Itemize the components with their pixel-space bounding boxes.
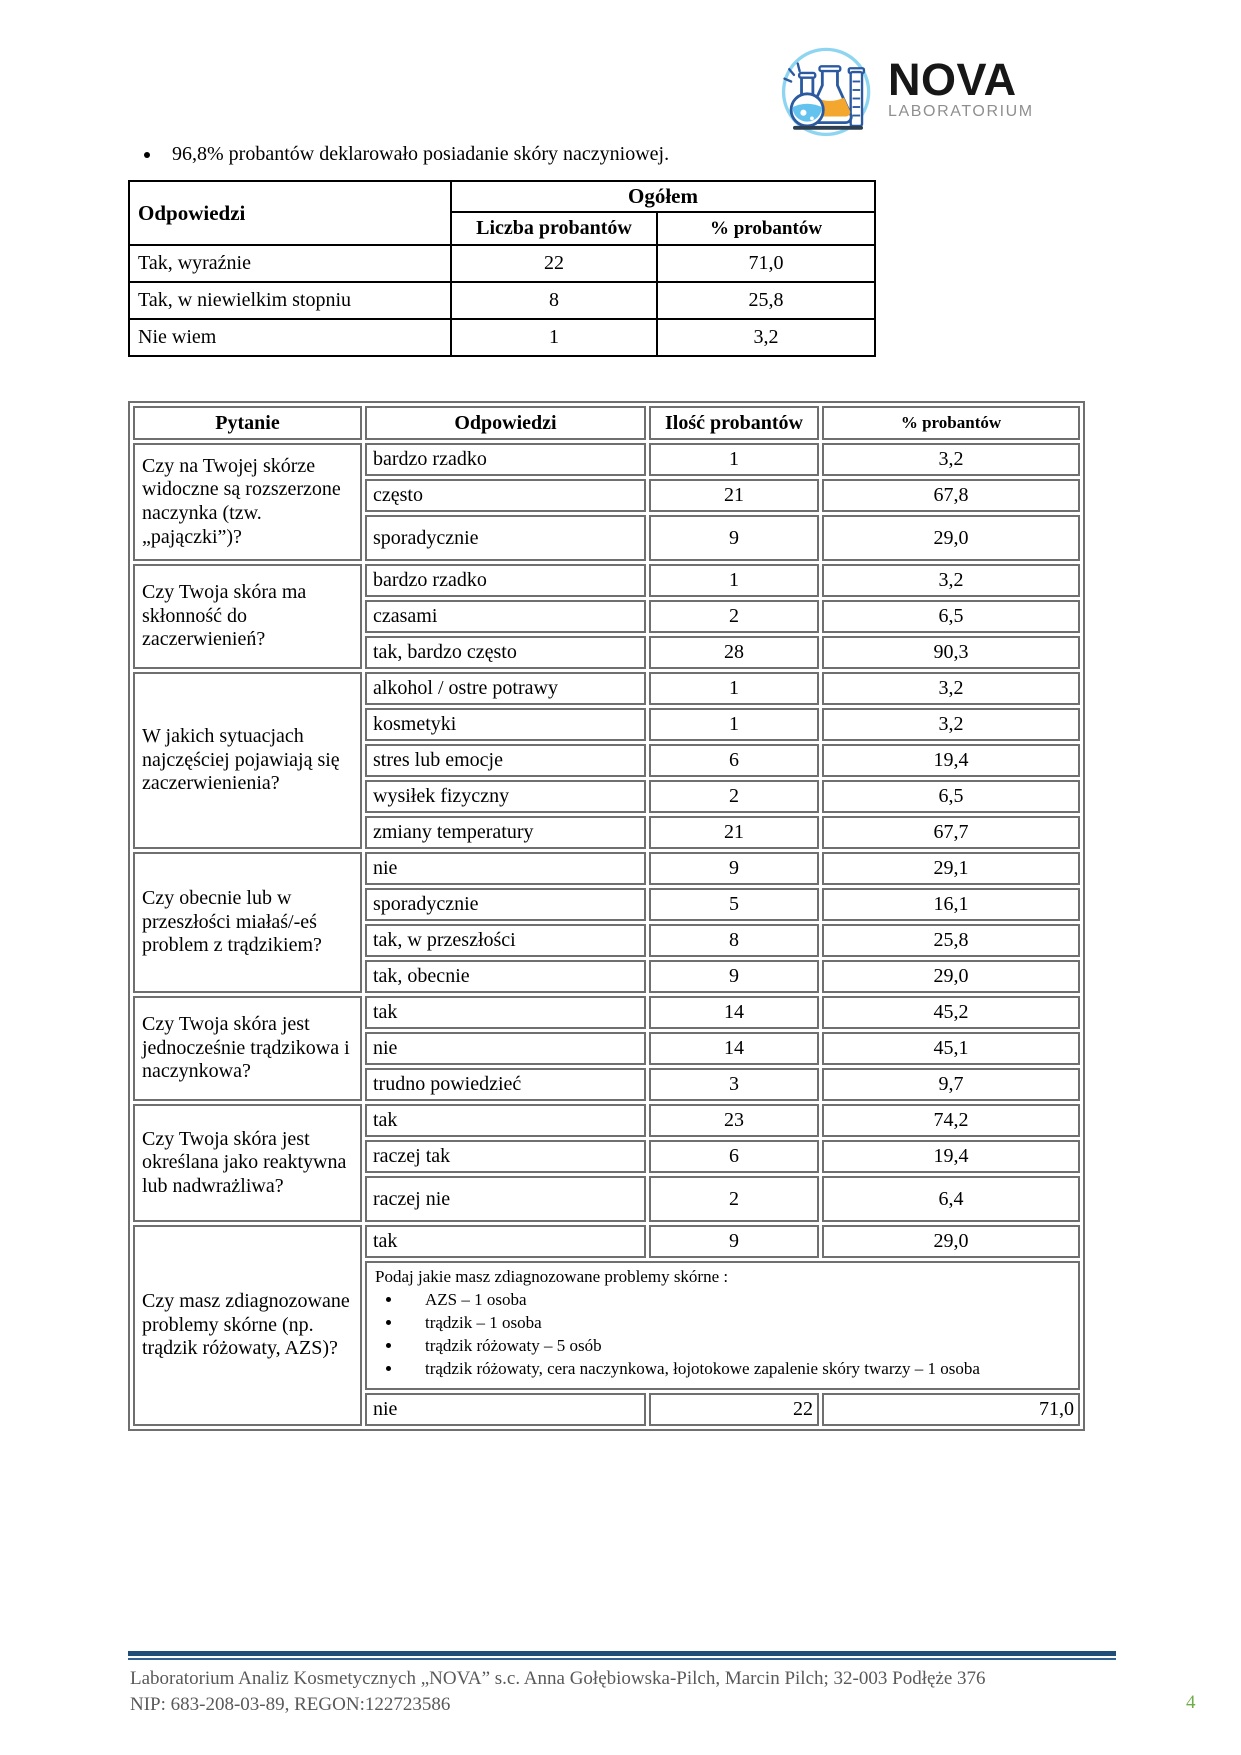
count-cell: 6 xyxy=(649,1140,819,1173)
percent-cell: 9,7 xyxy=(822,1068,1080,1101)
percent-cell: 19,4 xyxy=(822,744,1080,777)
page-content xyxy=(128,143,1074,1431)
t1-row-count: 1 xyxy=(451,319,657,356)
percent-cell: 6,4 xyxy=(822,1176,1080,1222)
t1-row-percent: 3,2 xyxy=(657,319,875,356)
count-cell: 9 xyxy=(649,960,819,993)
answer-cell: tak xyxy=(365,1225,646,1258)
answer-cell: zmiany temperatury xyxy=(365,816,646,849)
percent-cell: 3,2 xyxy=(822,443,1080,476)
question-cell: Czy Twoja skóra jest jednocześnie trądzikowa i naczynkowa? xyxy=(133,996,362,1101)
footer-rule-thin xyxy=(128,1658,1116,1660)
table-row xyxy=(129,245,875,282)
percent-cell: 29,1 xyxy=(822,852,1080,885)
table-row xyxy=(133,1225,1080,1258)
footer xyxy=(130,1666,1130,1717)
table-row xyxy=(133,996,1080,1029)
summary-table xyxy=(128,180,876,357)
percent-cell: 3,2 xyxy=(822,672,1080,705)
footer-rule-thick xyxy=(128,1651,1116,1656)
table-row xyxy=(133,564,1080,597)
count-cell: 2 xyxy=(649,600,819,633)
question-cell: W jakich sytuacjach najczęściej pojawiają się zaczerwienienia? xyxy=(133,672,362,849)
question-cell: Czy masz zdiagnozowane problemy skórne (np. trądzik różowaty, AZS)? xyxy=(133,1225,362,1426)
answer-cell: nie xyxy=(365,852,646,885)
t1-row-label: Nie wiem xyxy=(129,319,451,356)
t1-header-odpowiedzi: Odpowiedzi xyxy=(129,181,451,245)
count-cell: 2 xyxy=(649,780,819,813)
footer-rule xyxy=(128,1651,1116,1660)
page-number: 4 xyxy=(1186,1692,1196,1713)
t1-row-label: Tak, wyraźnie xyxy=(129,245,451,282)
diagnosed-item: • trądzik różowaty, cera naczynkowa, łojotokowe zapalenie skóry twarzy – 1 osoba xyxy=(403,1359,1070,1379)
percent-cell: 29,0 xyxy=(822,515,1080,561)
answer-cell: raczej nie xyxy=(365,1176,646,1222)
count-cell: 14 xyxy=(649,996,819,1029)
t1-row-count: 8 xyxy=(451,282,657,319)
diagnosed-item: • AZS – 1 osoba xyxy=(403,1290,1070,1310)
table-row xyxy=(133,1104,1080,1137)
percent-cell: 45,2 xyxy=(822,996,1080,1029)
intro-bullet-text: • 96,8% probantów deklarowało posiadanie skóry naczyniowej. xyxy=(162,143,1068,166)
percent-cell: 6,5 xyxy=(822,780,1080,813)
answer-cell: raczej tak xyxy=(365,1140,646,1173)
answer-cell: stres lub emocje xyxy=(365,744,646,777)
table-row xyxy=(129,319,875,356)
answer-cell: bardzo rzadko xyxy=(365,564,646,597)
percent-cell: 3,2 xyxy=(822,708,1080,741)
percent-cell: 3,2 xyxy=(822,564,1080,597)
t2-header-ilosc: Ilość probantów xyxy=(649,406,819,440)
answer-cell: czasami xyxy=(365,600,646,633)
diagnosed-intro: Podaj jakie masz zdiagnozowane problemy skórne : xyxy=(375,1267,729,1286)
question-cell: Czy obecnie lub w przeszłości miałaś/-eś problem z trądzikiem? xyxy=(133,852,362,993)
count-cell: 1 xyxy=(649,564,819,597)
t1-header-ogolem: Ogółem xyxy=(451,181,875,212)
count-cell: 1 xyxy=(649,672,819,705)
logo xyxy=(776,42,1034,138)
answer-cell: tak xyxy=(365,1104,646,1137)
count-cell: 1 xyxy=(649,708,819,741)
t1-header-percent: % probantów xyxy=(657,212,875,245)
count-cell: 1 xyxy=(649,443,819,476)
percent-cell: 90,3 xyxy=(822,636,1080,669)
answer-cell: często xyxy=(365,479,646,512)
t1-row-count: 22 xyxy=(451,245,657,282)
table-row xyxy=(133,443,1080,476)
answer-cell: bardzo rzadko xyxy=(365,443,646,476)
count-cell: 28 xyxy=(649,636,819,669)
t2-header-pytanie: Pytanie xyxy=(133,406,362,440)
questionnaire-table xyxy=(128,401,1085,1431)
percent-cell: 74,2 xyxy=(822,1104,1080,1137)
t1-row-percent: 71,0 xyxy=(657,245,875,282)
diagnosed-problems-cell xyxy=(365,1261,1080,1390)
percent-cell: 16,1 xyxy=(822,888,1080,921)
answer-cell: tak, obecnie xyxy=(365,960,646,993)
percent-cell: 25,8 xyxy=(822,924,1080,957)
t2-header-percent: % probantów xyxy=(822,406,1080,440)
count-cell: 9 xyxy=(649,852,819,885)
footer-line2: NIP: 683-208-03-89, REGON:122723586 xyxy=(130,1693,451,1715)
percent-cell: 6,5 xyxy=(822,600,1080,633)
t2-header-odpowiedzi: Odpowiedzi xyxy=(365,406,646,440)
table-row xyxy=(133,672,1080,705)
count-cell: 23 xyxy=(649,1104,819,1137)
count-cell: 22 xyxy=(649,1393,819,1426)
lab-flasks-icon xyxy=(776,42,880,138)
t1-header-liczba: Liczba probantów xyxy=(451,212,657,245)
answer-cell: wysiłek fizyczny xyxy=(365,780,646,813)
percent-cell: 67,8 xyxy=(822,479,1080,512)
summary-header-row-1 xyxy=(129,181,875,212)
answer-cell: tak, w przeszłości xyxy=(365,924,646,957)
logo-name: NOVA xyxy=(888,54,1017,106)
answer-cell: kosmetyki xyxy=(365,708,646,741)
count-cell: 21 xyxy=(649,816,819,849)
percent-cell: 71,0 xyxy=(822,1393,1080,1426)
percent-cell: 29,0 xyxy=(822,1225,1080,1258)
table-row xyxy=(129,282,875,319)
answer-cell: sporadycznie xyxy=(365,888,646,921)
percent-cell: 19,4 xyxy=(822,1140,1080,1173)
diagnosed-list xyxy=(375,1290,1070,1379)
answer-cell: tak, bardzo często xyxy=(365,636,646,669)
intro-list xyxy=(128,143,1068,166)
question-cell: Czy Twoja skóra jest określana jako reaktywna lub nadwrażliwa? xyxy=(133,1104,362,1222)
count-cell: 8 xyxy=(649,924,819,957)
count-cell: 9 xyxy=(649,1225,819,1258)
table-row xyxy=(133,852,1080,885)
footer-line1: Laboratorium Analiz Kosmetycznych „NOVA” s.c. Anna Gołębiowska-Pilch, Marcin Pilch; 32-003 Podłęże 376 xyxy=(130,1668,986,1689)
count-cell: 21 xyxy=(649,479,819,512)
diagnosed-item: • trądzik – 1 osoba xyxy=(403,1313,1070,1333)
count-cell: 14 xyxy=(649,1032,819,1065)
diagnosed-item: • trądzik różowaty – 5 osób xyxy=(403,1336,1070,1356)
t1-row-percent: 25,8 xyxy=(657,282,875,319)
percent-cell: 29,0 xyxy=(822,960,1080,993)
answer-cell: trudno powiedzieć xyxy=(365,1068,646,1101)
count-cell: 5 xyxy=(649,888,819,921)
logo-text xyxy=(888,54,1034,121)
question-cell: Czy na Twojej skórze widoczne są rozszerzone naczynka (tzw. „pajączki”)? xyxy=(133,443,362,561)
answer-cell: nie xyxy=(365,1393,646,1426)
count-cell: 2 xyxy=(649,1176,819,1222)
answer-cell: alkohol / ostre potrawy xyxy=(365,672,646,705)
answer-cell: tak xyxy=(365,996,646,1029)
percent-cell: 67,7 xyxy=(822,816,1080,849)
answer-cell: nie xyxy=(365,1032,646,1065)
count-cell: 6 xyxy=(649,744,819,777)
t1-row-label: Tak, w niewielkim stopniu xyxy=(129,282,451,319)
question-cell: Czy Twoja skóra ma skłonność do zaczerwienień? xyxy=(133,564,362,669)
count-cell: 3 xyxy=(649,1068,819,1101)
logo-subtitle: LABORATORIUM xyxy=(888,102,1034,120)
questionnaire-header-row xyxy=(133,406,1080,440)
percent-cell: 45,1 xyxy=(822,1032,1080,1065)
count-cell: 9 xyxy=(649,515,819,561)
answer-cell: sporadycznie xyxy=(365,515,646,561)
